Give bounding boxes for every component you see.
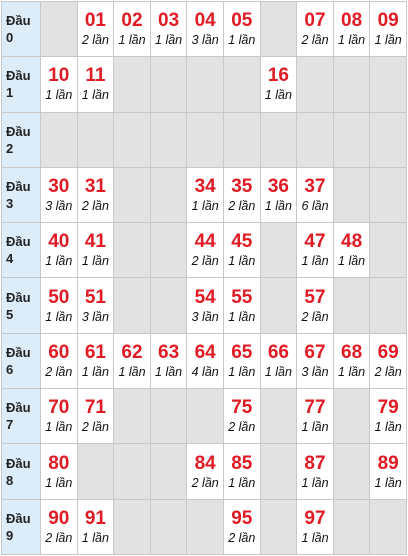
empty-cell [151, 278, 187, 332]
number-value: 57 [304, 286, 326, 308]
row-head-prefix: Đầu [6, 123, 31, 139]
empty-cell [114, 278, 150, 332]
number-cell [78, 223, 114, 277]
occurrence-count: 1 lần [374, 475, 402, 490]
number-value: 47 [304, 231, 326, 253]
number-cell [370, 334, 406, 388]
number-cell [41, 500, 77, 554]
occurrence-count: 3 lần [45, 199, 73, 214]
number-cell [297, 444, 333, 498]
occurrence-count: 1 lần [45, 309, 73, 324]
number-cell [297, 500, 333, 554]
row-head-digit: 7 [6, 417, 14, 433]
number-cell [297, 334, 333, 388]
empty-cell [114, 113, 150, 167]
number-cell [78, 389, 114, 443]
number-value: 31 [84, 176, 106, 198]
empty-cell [41, 2, 77, 56]
row-head-digit: 6 [6, 361, 14, 377]
number-value: 79 [377, 397, 399, 419]
number-value: 65 [231, 341, 253, 363]
row-head-digit: 4 [6, 251, 14, 267]
occurrence-count: 1 lần [118, 33, 146, 48]
empty-cell [151, 168, 187, 222]
number-cell [334, 223, 370, 277]
empty-cell [151, 113, 187, 167]
empty-cell [334, 168, 370, 222]
occurrence-count: 1 lần [301, 420, 329, 435]
empty-cell [297, 113, 333, 167]
occurrence-count: 1 lần [228, 254, 256, 269]
number-cell [187, 334, 223, 388]
occurrence-count: 1 lần [45, 254, 73, 269]
number-value: 89 [377, 452, 399, 474]
number-value: 36 [267, 176, 289, 198]
number-cell [41, 389, 77, 443]
number-cell [41, 444, 77, 498]
occurrence-count: 1 lần [81, 254, 109, 269]
occurrence-count: 1 lần [228, 309, 256, 324]
empty-cell [370, 278, 406, 332]
row-head-prefix: Đầu [6, 68, 31, 84]
occurrence-count: 1 lần [264, 199, 292, 214]
number-cell [187, 278, 223, 332]
empty-cell [261, 500, 297, 554]
number-cell [224, 500, 260, 554]
empty-cell [334, 57, 370, 111]
occurrence-count: 6 lần [301, 199, 329, 214]
number-cell [297, 2, 333, 56]
occurrence-count: 1 lần [338, 364, 366, 379]
number-cell [78, 2, 114, 56]
empty-cell [224, 113, 260, 167]
empty-cell [151, 57, 187, 111]
number-value: 16 [267, 65, 289, 87]
number-cell [78, 57, 114, 111]
empty-cell [370, 223, 406, 277]
row-head-5 [2, 278, 40, 332]
occurrence-count: 1 lần [45, 475, 73, 490]
number-cell [187, 223, 223, 277]
occurrence-count: 2 lần [374, 364, 402, 379]
row-head-6 [2, 334, 40, 388]
occurrence-count: 1 lần [301, 475, 329, 490]
number-cell [187, 2, 223, 56]
empty-cell [114, 500, 150, 554]
empty-cell [261, 278, 297, 332]
number-value: 91 [84, 507, 106, 529]
occurrence-count: 1 lần [228, 475, 256, 490]
occurrence-count: 1 lần [45, 88, 73, 103]
empty-cell [151, 223, 187, 277]
number-value: 64 [194, 341, 216, 363]
number-value: 40 [48, 231, 70, 253]
number-value: 34 [194, 176, 216, 198]
occurrence-count: 1 lần [301, 530, 329, 545]
empty-cell [224, 57, 260, 111]
empty-cell [334, 389, 370, 443]
empty-cell [261, 113, 297, 167]
occurrence-count: 1 lần [228, 33, 256, 48]
number-value: 97 [304, 507, 326, 529]
number-value: 04 [194, 10, 216, 32]
empty-cell [261, 2, 297, 56]
row-head-digit: 2 [6, 140, 14, 156]
occurrence-count: 1 lần [191, 199, 219, 214]
number-cell [334, 2, 370, 56]
empty-cell [261, 444, 297, 498]
occurrence-count: 2 lần [228, 530, 256, 545]
occurrence-count: 1 lần [155, 364, 183, 379]
number-value: 69 [377, 341, 399, 363]
row-head-prefix: Đầu [6, 289, 31, 305]
number-cell [297, 278, 333, 332]
occurrence-count: 3 lần [191, 309, 219, 324]
empty-cell [261, 223, 297, 277]
row-head-0 [2, 2, 40, 56]
empty-cell [41, 113, 77, 167]
number-cell [41, 334, 77, 388]
number-cell [370, 2, 406, 56]
occurrence-count: 2 lần [191, 254, 219, 269]
number-cell [41, 57, 77, 111]
row-head-7 [2, 389, 40, 443]
row-head-prefix: Đầu [6, 510, 31, 526]
empty-cell [370, 500, 406, 554]
occurrence-count: 1 lần [81, 364, 109, 379]
number-cell [224, 278, 260, 332]
number-cell [41, 168, 77, 222]
occurrence-count: 1 lần [264, 88, 292, 103]
occurrence-count: 2 lần [228, 420, 256, 435]
row-head-digit: 3 [6, 196, 14, 212]
number-value: 03 [158, 10, 180, 32]
occurrence-count: 1 lần [155, 33, 183, 48]
occurrence-count: 1 lần [301, 254, 329, 269]
number-cell [224, 168, 260, 222]
number-cell [261, 57, 297, 111]
number-cell [78, 500, 114, 554]
number-value: 63 [158, 341, 180, 363]
empty-cell [187, 389, 223, 443]
number-value: 66 [267, 341, 289, 363]
number-cell [187, 168, 223, 222]
number-cell [41, 278, 77, 332]
number-value: 48 [341, 231, 363, 253]
occurrence-count: 1 lần [45, 420, 73, 435]
number-value: 10 [48, 65, 70, 87]
number-value: 90 [48, 507, 70, 529]
row-head-prefix: Đầu [6, 455, 31, 471]
number-value: 02 [121, 10, 143, 32]
row-head-4 [2, 223, 40, 277]
occurrence-count: 2 lần [45, 530, 73, 545]
occurrence-count: 2 lần [81, 420, 109, 435]
empty-cell [151, 500, 187, 554]
number-value: 80 [48, 452, 70, 474]
empty-cell [370, 57, 406, 111]
number-cell [261, 168, 297, 222]
empty-cell [187, 57, 223, 111]
number-value: 75 [231, 397, 253, 419]
row-head-digit: 8 [6, 472, 14, 488]
occurrence-count: 1 lần [338, 254, 366, 269]
number-value: 55 [231, 286, 253, 308]
number-value: 95 [231, 507, 253, 529]
occurrence-count: 2 lần [301, 309, 329, 324]
occurrence-count: 1 lần [118, 364, 146, 379]
number-cell [370, 444, 406, 498]
number-value: 30 [48, 176, 70, 198]
number-value: 85 [231, 452, 253, 474]
number-cell [41, 223, 77, 277]
row-head-digit: 1 [6, 85, 14, 101]
row-head-prefix: Đầu [6, 400, 31, 416]
empty-cell [334, 113, 370, 167]
empty-cell [187, 500, 223, 554]
row-head-8 [2, 444, 40, 498]
number-value: 45 [231, 231, 253, 253]
occurrence-count: 2 lần [45, 364, 73, 379]
number-cell [78, 278, 114, 332]
occurrence-count: 2 lần [81, 199, 109, 214]
number-value: 62 [121, 341, 143, 363]
occurrence-count: 1 lần [264, 364, 292, 379]
number-value: 70 [48, 397, 70, 419]
number-value: 60 [48, 341, 70, 363]
number-value: 01 [84, 10, 106, 32]
occurrence-count: 1 lần [228, 364, 256, 379]
empty-cell [78, 113, 114, 167]
empty-cell [297, 57, 333, 111]
number-cell [297, 223, 333, 277]
number-value: 84 [194, 452, 216, 474]
number-value: 09 [377, 10, 399, 32]
occurrence-count: 1 lần [81, 88, 109, 103]
empty-cell [334, 500, 370, 554]
row-head-prefix: Đầu [6, 179, 31, 195]
row-head-9 [2, 500, 40, 554]
number-value: 67 [304, 341, 326, 363]
number-value: 71 [84, 397, 106, 419]
number-cell [78, 334, 114, 388]
occurrence-count: 3 lần [191, 33, 219, 48]
row-head-digit: 5 [6, 306, 14, 322]
empty-cell [151, 389, 187, 443]
number-cell [334, 334, 370, 388]
empty-cell [370, 113, 406, 167]
number-cell [224, 444, 260, 498]
empty-cell [114, 168, 150, 222]
number-value: 68 [341, 341, 363, 363]
row-head-prefix: Đầu [6, 344, 31, 360]
occurrence-count: 1 lần [374, 33, 402, 48]
number-cell [187, 444, 223, 498]
number-cell [224, 389, 260, 443]
number-cell [114, 334, 150, 388]
number-value: 05 [231, 10, 253, 32]
number-cell [370, 389, 406, 443]
empty-cell [334, 444, 370, 498]
number-cell [297, 389, 333, 443]
occurrence-count: 1 lần [81, 530, 109, 545]
occurrence-count: 1 lần [374, 420, 402, 435]
number-cell [224, 2, 260, 56]
empty-cell [151, 444, 187, 498]
occurrence-count: 2 lần [81, 33, 109, 48]
number-value: 87 [304, 452, 326, 474]
number-cell [297, 168, 333, 222]
row-head-2 [2, 113, 40, 167]
number-value: 07 [304, 10, 326, 32]
row-head-1 [2, 57, 40, 111]
occurrence-count: 2 lần [191, 475, 219, 490]
row-head-digit: 9 [6, 527, 14, 543]
number-value: 08 [341, 10, 363, 32]
occurrence-count: 4 lần [191, 364, 219, 379]
empty-cell [261, 389, 297, 443]
number-value: 35 [231, 176, 253, 198]
number-cell [224, 334, 260, 388]
number-value: 50 [48, 286, 70, 308]
empty-cell [114, 223, 150, 277]
empty-cell [370, 168, 406, 222]
empty-cell [114, 389, 150, 443]
row-head-prefix: Đầu [6, 234, 31, 250]
number-cell [151, 2, 187, 56]
empty-cell [187, 113, 223, 167]
number-cell [114, 2, 150, 56]
number-cell [224, 223, 260, 277]
number-value: 11 [85, 65, 106, 87]
empty-cell [334, 278, 370, 332]
number-value: 41 [84, 231, 106, 253]
occurrence-count: 2 lần [301, 33, 329, 48]
empty-cell [78, 444, 114, 498]
row-head-prefix: Đầu [6, 13, 31, 29]
number-value: 37 [304, 176, 326, 198]
number-value: 51 [84, 286, 106, 308]
empty-cell [114, 444, 150, 498]
occurrence-count: 3 lần [301, 364, 329, 379]
number-value: 54 [194, 286, 216, 308]
row-head-digit: 0 [6, 30, 14, 46]
number-value: 44 [194, 231, 216, 253]
number-cell [78, 168, 114, 222]
occurrence-count: 2 lần [228, 199, 256, 214]
number-cell [261, 334, 297, 388]
occurrence-count: 3 lần [81, 309, 109, 324]
row-head-3 [2, 168, 40, 222]
occurrence-count: 1 lần [338, 33, 366, 48]
number-value: 61 [84, 341, 106, 363]
number-cell [151, 334, 187, 388]
lottery-frequency-table [1, 1, 407, 555]
number-value: 77 [304, 397, 326, 419]
empty-cell [114, 57, 150, 111]
